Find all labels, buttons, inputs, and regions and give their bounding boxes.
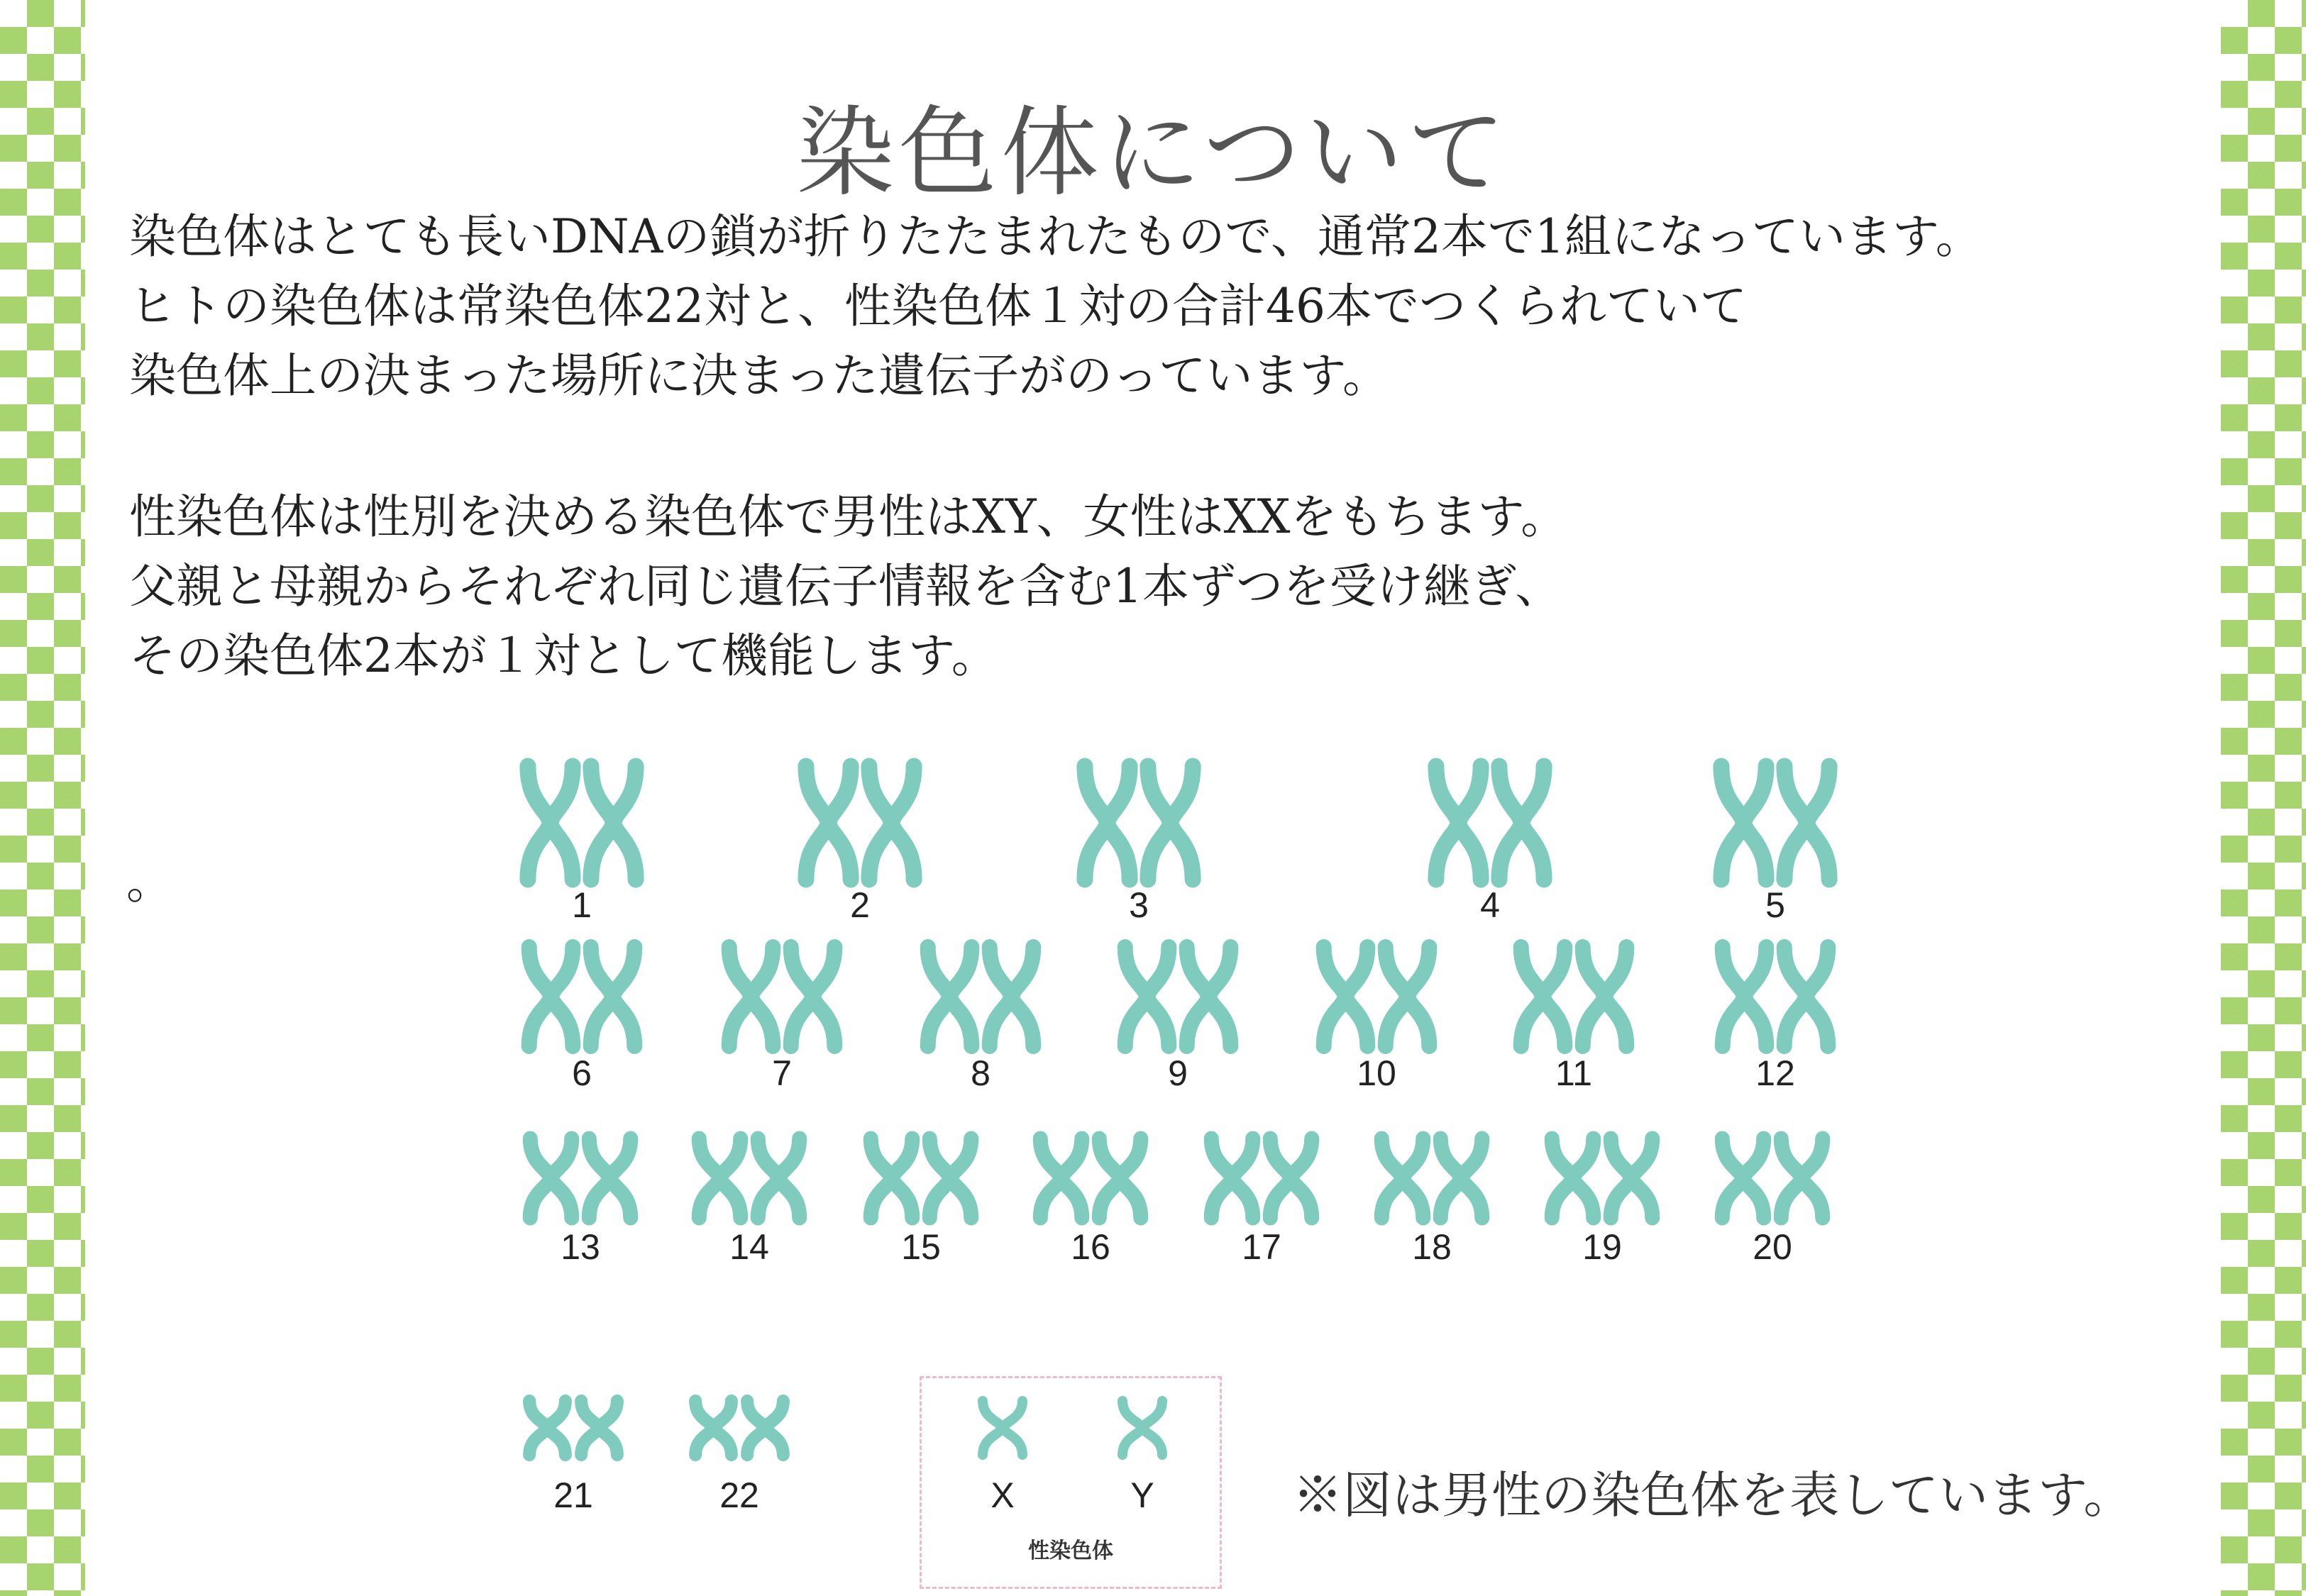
- chromosome-pair-2: [806, 766, 914, 880]
- chromosome-pair-13: [530, 1138, 631, 1218]
- sex-chromosome-line: 性染色体は性別を決める染色体で男性はXY、女性はXXをもちます。: [129, 489, 1568, 544]
- chromosome-pair-21: [529, 1401, 617, 1455]
- chromosome-pair-6: [529, 947, 635, 1046]
- intro-line: 染色体はとても長いDNAの鎖が折りたたまれたもので、通常2本で1組になっています。: [129, 209, 1982, 264]
- chromosome-pair-20: [1722, 1138, 1823, 1218]
- chromosome-pair-1: [528, 766, 636, 880]
- chromosome-pair-18: [1381, 1138, 1482, 1218]
- chromosome-pair-14: [699, 1138, 800, 1218]
- chromosome-label: 19: [1582, 1227, 1622, 1267]
- chromosome-pair-10: [1324, 947, 1430, 1046]
- chromosome-pair-y: [1122, 1401, 1162, 1455]
- chromosome-pair-15: [871, 1138, 971, 1218]
- chromosome-label: X: [991, 1475, 1015, 1515]
- sex-chromosome-caption: 性染色体: [1028, 1539, 1113, 1563]
- chromosome-pair-22: [695, 1401, 783, 1455]
- chromosome-label: 7: [772, 1053, 792, 1093]
- chromosome-label: 6: [572, 1053, 592, 1093]
- chromosome-label: 8: [971, 1053, 991, 1093]
- chromosome-label: 9: [1168, 1053, 1188, 1093]
- page-title: 染色体について: [796, 96, 1510, 210]
- chromosome-pair-4: [1436, 766, 1544, 880]
- chromosome-label: 14: [729, 1227, 769, 1267]
- chromosome-label: 22: [719, 1475, 759, 1515]
- chromosome-label: 21: [553, 1475, 593, 1515]
- chromosome-label: 10: [1357, 1053, 1396, 1093]
- chromosome-label: 3: [1129, 885, 1149, 925]
- chromosome-pair-12: [1723, 947, 1828, 1046]
- chromosome-label: 11: [1555, 1053, 1592, 1093]
- chromosome-pair-5: [1721, 766, 1829, 880]
- chromosome-label: 18: [1412, 1227, 1452, 1267]
- chromosome-pair-8: [928, 947, 1034, 1046]
- chromosome-label: 1: [572, 885, 592, 925]
- chromosome-label: 2: [850, 885, 870, 925]
- chromosome-pair-19: [1552, 1138, 1653, 1218]
- chromosome-label: 5: [1765, 885, 1785, 925]
- chromosome-pair-11: [1521, 947, 1627, 1046]
- sex-chromosome-line: その染色体2本が１対として機能します。: [129, 628, 998, 683]
- chromosome-label: 4: [1480, 885, 1500, 925]
- note-text: ※図は男性の染色体を表しています。: [1293, 1466, 2134, 1524]
- chromosome-label: Y: [1130, 1475, 1154, 1515]
- chromosome-label: 20: [1753, 1227, 1792, 1267]
- chromosome-label: 17: [1242, 1227, 1281, 1267]
- intro-line: ヒトの染色体は常染色体22対と、性染色体１対の合計46本でつくられていて: [129, 279, 1747, 333]
- chromosome-label: 16: [1071, 1227, 1110, 1267]
- chromosome-pair-3: [1085, 766, 1193, 880]
- chromosome-label: 12: [1755, 1053, 1795, 1093]
- chromosome-pair-16: [1040, 1138, 1141, 1218]
- sex-chromosome-line: 父親と母親からそれぞれ同じ遺伝子情報を含む1本ずつを受け継ぎ、: [129, 559, 1562, 614]
- chromosome-pair-17: [1211, 1138, 1312, 1218]
- chromosome-pair-7: [729, 947, 835, 1046]
- chromosome-label: 15: [901, 1227, 941, 1267]
- chromosome-pair-x: [983, 1401, 1022, 1455]
- chromosome-label: 13: [561, 1227, 600, 1267]
- intro-line: 染色体上の決まった場所に決まった遺伝子がのっています。: [129, 348, 1390, 403]
- stray-punctuation: 。: [126, 855, 173, 909]
- chromosome-pair-9: [1125, 947, 1231, 1046]
